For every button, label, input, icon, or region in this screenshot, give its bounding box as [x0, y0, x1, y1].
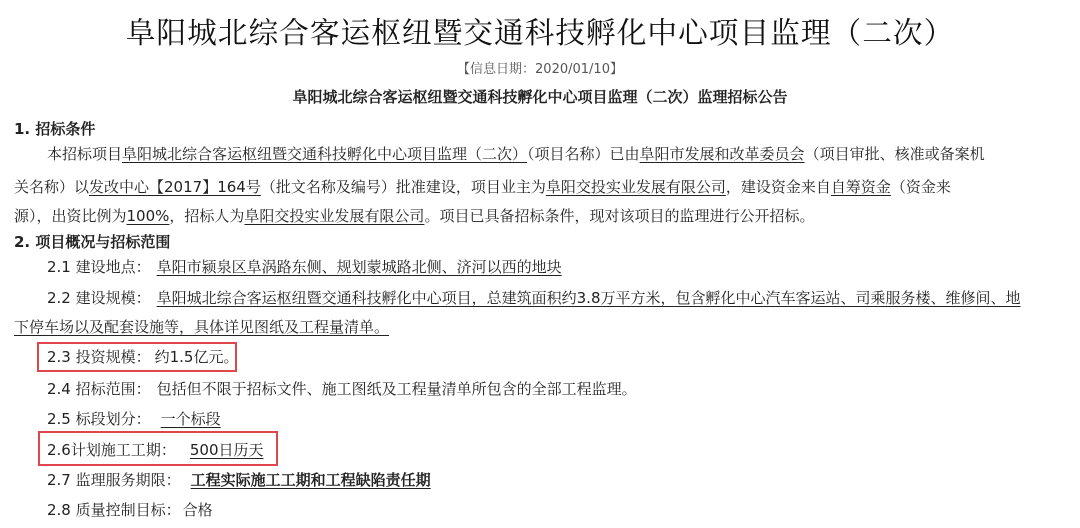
item-2-5 [47, 409, 221, 429]
funding-ratio: 100% [126, 207, 170, 225]
text: 关名称）以 [14, 178, 90, 196]
section-heading-1: 1. 招标条件 [14, 120, 96, 138]
text: 本招标项目 [47, 145, 123, 163]
item-label: 2.7 监理服务期限： [47, 471, 181, 489]
conditions-line-2 [14, 177, 951, 197]
investment-scale: 约1.5亿元。 [154, 348, 239, 366]
item-2-2-cont [14, 317, 389, 337]
item-label: 2.8 质量控制目标： [47, 501, 181, 519]
section-heading-2: 2. 项目概况与招标范围 [14, 233, 171, 251]
construction-location: 阜阳市颍泉区阜涡路东侧、规划蒙城路北侧、济河以西的地块 [156, 258, 562, 276]
item-2-6 [47, 440, 264, 460]
item-2-3 [47, 347, 238, 367]
project-name: 阜阳城北综合客运枢纽暨交通科技孵化中心项目监理（二次） [122, 145, 528, 163]
construction-duration: 500日历天 [189, 441, 264, 459]
text: （资金来 [890, 178, 951, 196]
item-label: 2.3 投资规模： [47, 348, 151, 366]
text: （项目名称）已由 [527, 145, 640, 163]
item-2-2 [47, 288, 1021, 308]
project-owner: 阜阳交投实业发展有限公司 [545, 178, 726, 196]
tenderer: 阜阳交投实业发展有限公司 [244, 207, 425, 225]
text: 源），出资比例为 [14, 207, 127, 225]
tender-scope: 包括但不限于招标文件、施工图纸及工程量清单所包含的全部工程监理。 [156, 380, 637, 398]
info-date: 【信息日期：2020/01/10】 [457, 62, 623, 77]
page-title: 阜阳城北综合客运枢纽暨交通科技孵化中心项目监理（二次） [125, 16, 955, 51]
item-label: 2.6计划施工工期： [47, 441, 176, 459]
item-2-8 [47, 500, 213, 520]
text: （项目审批、核准或备案机 [804, 145, 985, 163]
text: ，招标人为 [169, 207, 245, 225]
approval-authority: 阜阳市发展和改革委员会 [639, 145, 805, 163]
text: ，建设资金来自 [725, 178, 831, 196]
item-2-1 [47, 257, 562, 277]
quality-target: 合格 [182, 501, 213, 519]
construction-scale-cont: 下停车场以及配套设施等，具体详见图纸及工程量清单。 [14, 318, 390, 336]
item-label: 2.4 招标范围： [47, 380, 151, 398]
item-2-7 [47, 470, 431, 490]
conditions-line-3 [14, 206, 814, 226]
item-2-4 [47, 379, 637, 399]
construction-scale: 阜阳城北综合客运枢纽暨交通科技孵化中心项目，总建筑面积约3.8万平方米，包含孵化中心汽车客运站、司乘服务楼、维修间、地 [156, 289, 1021, 307]
item-label: 2.1 建设地点： [47, 258, 151, 276]
text: （批文名称及编号）批准建设，项目业主为 [260, 178, 546, 196]
lot-division: 一个标段 [160, 410, 221, 428]
item-label: 2.5 标段划分： [47, 410, 151, 428]
funding-source: 自筹资金 [830, 178, 891, 196]
text: 。项目已具备招标条件，现对该项目的监理进行公开招标。 [424, 207, 815, 225]
service-period: 工程实际施工工期和工程缺陷责任期 [190, 471, 431, 489]
approval-document: 发改中心【2017】164号 [89, 178, 261, 196]
conditions-line-1 [47, 144, 985, 164]
notice-title: 阜阳城北综合客运枢纽暨交通科技孵化中心项目监理（二次）监理招标公告 [292, 88, 788, 106]
item-label: 2.2 建设规模： [47, 289, 151, 307]
